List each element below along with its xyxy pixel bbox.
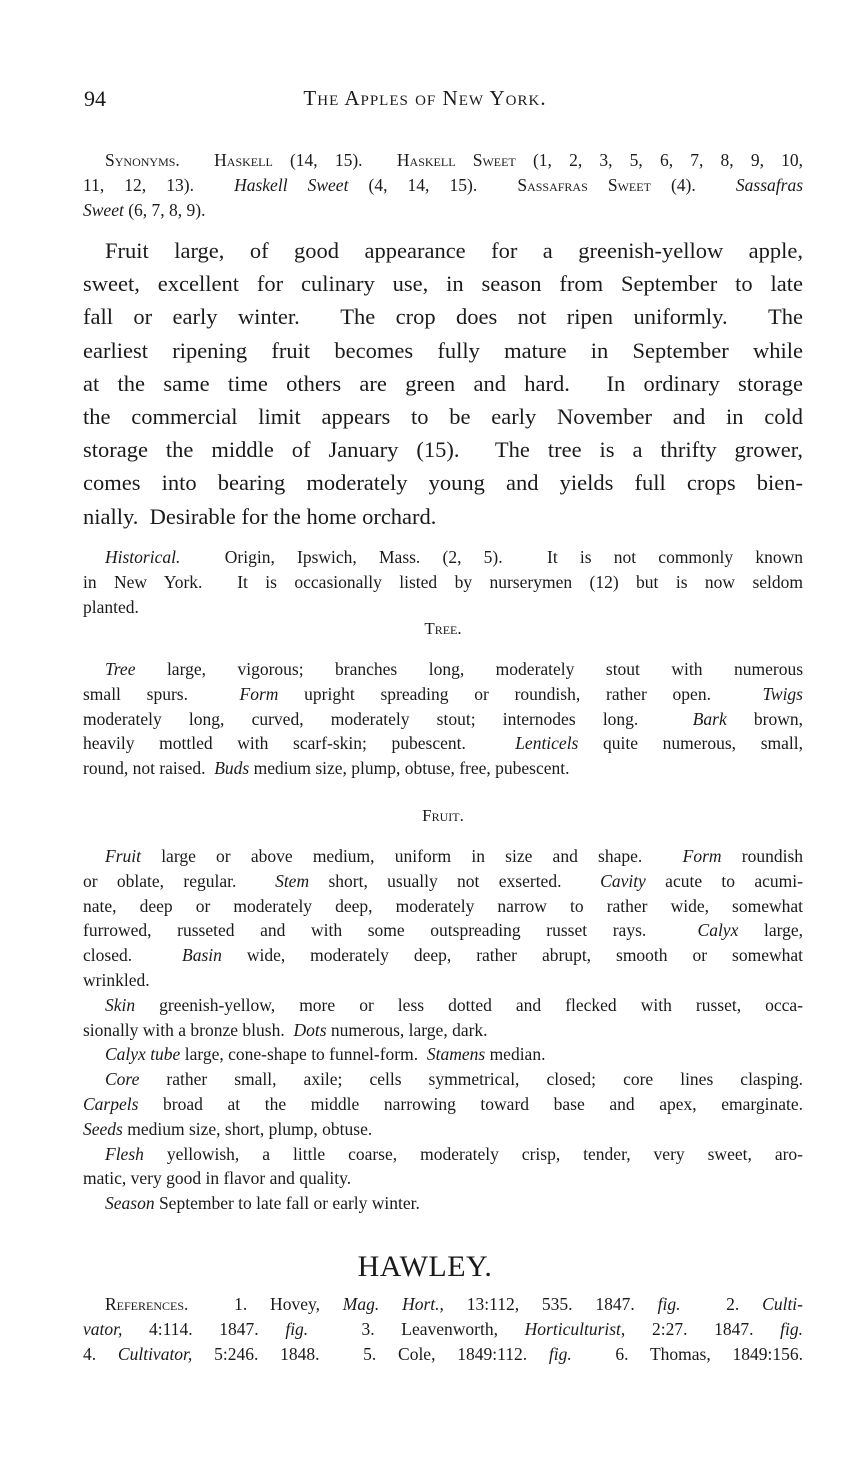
text-line (83, 682, 803, 707)
italic-term: Historical. (105, 547, 181, 567)
text-line (83, 300, 803, 333)
text-run: or oblate, regular. (83, 870, 276, 891)
text-run: (4, 14, 15). (348, 174, 518, 195)
text-line (83, 918, 803, 943)
text-run: upright spreading or roundish, rather open. (278, 683, 763, 704)
italic-term: Culti- (762, 1294, 803, 1314)
text-run: 11, 12, 13). (83, 174, 235, 195)
text-line (83, 466, 803, 499)
page-number: 94 (84, 86, 106, 111)
text-line (83, 894, 803, 919)
text-line (83, 756, 803, 781)
small-caps-term: Synonyms. (105, 150, 180, 170)
italic-term: Basin (182, 945, 222, 966)
text-run: large, cone-shape to funnel-form. (180, 1044, 427, 1065)
text-run: broad at the middle narrowing toward base and apex, emarginate. (138, 1093, 803, 1114)
italic-term: Skin (105, 994, 136, 1015)
text-line (83, 334, 803, 367)
text-line (83, 657, 803, 682)
text-line (83, 1191, 803, 1216)
text-run: September to late fall or early winter. (154, 1193, 420, 1214)
text-run: median. (485, 1044, 546, 1065)
text-run: earliest ripening fruit becomes fully mature in September while (83, 337, 803, 363)
text-run: 2. (680, 1294, 763, 1314)
text-run: 4. (83, 1343, 118, 1364)
fruit-heading: Fruit. (422, 806, 464, 825)
italic-term: Horticulturist, (524, 1318, 626, 1339)
text-run: 2:27. 1847. (625, 1318, 781, 1339)
text-run: furrowed, russeted and with some outspreading russet rays. (83, 920, 698, 941)
text-line (83, 869, 803, 894)
text-line (83, 1142, 803, 1167)
synonyms-paragraph (83, 148, 803, 222)
italic-term: Form (682, 846, 722, 866)
text-line (83, 731, 803, 756)
small-caps-term: Haskell (214, 150, 273, 170)
italic-term: Calyx (697, 920, 739, 941)
description-paragraph (83, 234, 803, 533)
text-line (83, 433, 803, 466)
italic-term: Haskell Sweet (234, 174, 349, 195)
text-line (83, 1067, 803, 1092)
text-run: moderately long, curved, moderately stout; internodes long. (83, 708, 693, 729)
text-run: quite numerous, small, (578, 733, 803, 754)
text-line (83, 707, 803, 732)
text-run: wide, moderately deep, rather abrupt, smooth or somewhat (221, 945, 803, 966)
text-run: 5:246. 1848. 5. Cole, 1849:112. (192, 1343, 549, 1364)
small-caps-term: Sassafras Sweet (517, 174, 651, 195)
text-line (83, 500, 803, 533)
text-line (83, 367, 803, 400)
italic-term: Flesh (105, 1143, 144, 1164)
text-run: numerous, large, dark. (326, 1019, 488, 1040)
italic-term: Lenticels (515, 733, 579, 754)
text-run: greenish-yellow, more or less dotted and flecked with russet, occa- (135, 994, 803, 1015)
text-run: (14, 15). (272, 150, 397, 170)
text-run: brown, (726, 708, 803, 729)
text-run: sweet, excellent for culinary use, in season from September to late (83, 271, 803, 297)
text-run: medium size, plump, obtuse, free, pubescent. (249, 758, 570, 779)
italic-term: Seeds (83, 1118, 123, 1139)
text-run: (1, 2, 3, 5, 6, 7, 8, 9, 10, (515, 150, 804, 170)
italic-term: Cavity (600, 870, 646, 891)
italic-term: Sassafras (735, 174, 804, 195)
text-run (180, 150, 214, 170)
text-run: 4:114. 1847. (122, 1318, 286, 1339)
text-run: large or above medium, uniform in size and shape. (140, 846, 683, 866)
italic-term: Stamens (426, 1044, 486, 1065)
italic-term: Twigs (762, 683, 803, 704)
text-run: (4). (650, 174, 736, 195)
italic-term: Calyx tube (105, 1044, 181, 1065)
text-line (83, 993, 803, 1018)
tree-heading: Tree. (424, 619, 462, 638)
italic-term: Cultivator, (117, 1343, 193, 1364)
text-line (83, 545, 803, 570)
text-run: planted. (83, 596, 139, 617)
text-run: medium size, short, plump, obtuse. (122, 1118, 373, 1139)
text-line (83, 570, 803, 595)
running-head: The Apples of New York. (303, 86, 547, 110)
text-run: round, not raised. (83, 758, 215, 779)
tree-paragraph (83, 657, 803, 781)
text-line (83, 1317, 803, 1342)
text-run: yellowish, a little coarse, moderately crisp, tender, very sweet, aro- (143, 1143, 803, 1164)
italic-term: fig. (285, 1318, 309, 1339)
text-run: large, vigorous; branches long, moderately stout with numerous (135, 659, 803, 679)
text-run: fall or early winter. The crop does not ripen uniformly. The (83, 304, 803, 330)
text-line (83, 1342, 803, 1367)
small-caps-term: Haskell Sweet (396, 150, 516, 170)
text-run: comes into bearing moderately young and yields full crops bien- (83, 470, 803, 496)
italic-term: fig. (780, 1318, 803, 1339)
text-run: sionally with a bronze blush. (83, 1019, 294, 1040)
text-line (83, 1018, 803, 1043)
text-run: 3. Leavenworth, (308, 1318, 525, 1339)
italic-term: Stem (275, 870, 310, 891)
italic-term: Tree (105, 659, 136, 679)
text-line (83, 400, 803, 433)
text-run: short, usually not exserted. (309, 870, 601, 891)
italic-term: Form (239, 683, 279, 704)
italic-term: vator, (83, 1318, 123, 1339)
italic-term: Sweet (83, 199, 124, 220)
text-run: 6. Thomas, 1849:156. (571, 1343, 803, 1364)
text-line (83, 1042, 803, 1067)
text-line (83, 1292, 803, 1317)
text-run: rather small, axile; cells symmetrical, closed; core lines clasping. (139, 1069, 803, 1090)
text-run: storage the middle of January (15). The tree is a thrifty grower, (83, 437, 803, 463)
text-run: nate, deep or moderately deep, moderately narrow to rather wide, somewhat (83, 895, 803, 916)
text-run: heavily mottled with scarf-skin; pubescent. (83, 733, 516, 754)
text-line (83, 148, 803, 173)
text-run: matic, very good in flavor and quality. (83, 1168, 352, 1189)
text-line (83, 1166, 803, 1191)
text-run: the commercial limit appears to be early November and in cold (83, 404, 803, 430)
references-paragraph (83, 1292, 803, 1366)
italic-term: Bark (692, 708, 727, 729)
text-run: wrinkled. (83, 969, 150, 990)
italic-term: Carpels (83, 1093, 139, 1114)
small-caps-term: References. (105, 1294, 189, 1314)
italic-term: fig. (548, 1343, 572, 1364)
text-run: closed. (83, 945, 182, 966)
text-run: Fruit large, of good appearance for a greenish-yellow apple, (105, 238, 803, 263)
historical-paragraph (83, 545, 803, 619)
variety-title: HAWLEY. (357, 1250, 493, 1283)
italic-term: Fruit (105, 846, 141, 866)
text-run: 1. Hovey, (188, 1294, 343, 1314)
text-run: 13:112, 535. 1847. (443, 1294, 658, 1314)
text-line (83, 267, 803, 300)
text-line (83, 595, 803, 620)
text-line (83, 844, 803, 869)
text-line (83, 173, 803, 198)
text-line (83, 968, 803, 993)
italic-term: fig. (657, 1294, 681, 1314)
text-run: small spurs. (83, 683, 240, 704)
text-run: at the same time others are green and hard. In ordinary storage (83, 370, 803, 396)
text-run: roundish (721, 846, 803, 866)
text-run: nially. Desirable for the home orchard. (83, 503, 437, 529)
text-run: Origin, Ipswich, Mass. (2, 5). It is not commonly known (180, 547, 803, 567)
italic-term: Dots (293, 1019, 327, 1040)
text-run: large, (738, 920, 803, 941)
text-run: acute to acumi- (645, 870, 803, 891)
text-line (83, 198, 803, 223)
text-run: (6, 7, 8, 9). (123, 199, 206, 220)
text-line (83, 1117, 803, 1142)
text-line (83, 1092, 803, 1117)
text-line (83, 943, 803, 968)
fruit-paragraph (83, 844, 803, 1216)
italic-term: Season (105, 1193, 155, 1214)
italic-term: Mag. Hort., (342, 1294, 444, 1314)
text-run: in New York. It is occasionally listed by nurserymen (12) but is now seldom (83, 571, 803, 592)
italic-term: Buds (214, 758, 250, 779)
italic-term: Core (105, 1069, 140, 1090)
text-line (83, 234, 803, 267)
